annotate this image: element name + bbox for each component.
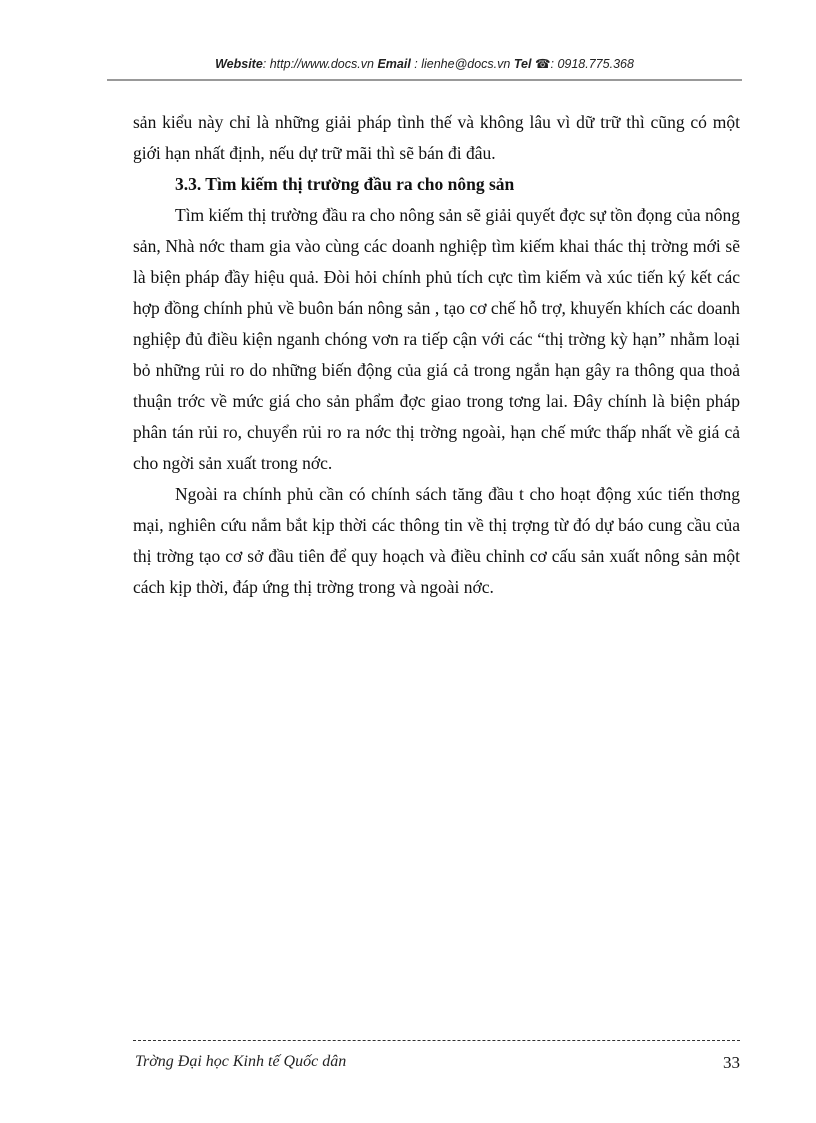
website-value: : http://www.docs.vn — [262, 57, 374, 71]
page-header — [107, 56, 742, 71]
footer-school-name: Trờng Đại học Kinh tế Quốc dân — [135, 1053, 347, 1070]
email-label: Email — [377, 57, 411, 71]
page-number: 33 — [723, 1053, 740, 1072]
document-body — [133, 107, 740, 603]
email-value: : lienhe@docs.vn — [414, 57, 511, 71]
section-heading: 3.3. Tìm kiếm thị trường đầu ra cho nông sản — [175, 174, 515, 194]
tel-label: Tel — [513, 57, 532, 71]
footer-divider — [133, 1040, 740, 1041]
paragraph-continuation: sản kiểu này chỉ là những giải pháp tình thế và không lâu vì dữ trữ thì cũng có một giới hạn nhất định, nếu dự trữ mãi thì sẽ bán đi đâu. — [133, 112, 740, 163]
header-divider — [107, 79, 742, 81]
website-label: Website — [215, 57, 263, 71]
tel-value: ☎: 0918.775.368 — [534, 57, 634, 71]
paragraph-trade-promotion: Ngoài ra chính phủ cần có chính sách tăng đầu t cho hoạt động xúc tiến thơng mại, nghiên cứu nắm bắt kịp thời các thông tin về thị trợng từ đó dự báo cung cầu của thị trờng tạo cơ sở đầu tiên để quy hoạch và điều chỉnh cơ cấu sản xuất nông sản một cách kịp thời, đáp ứng thị trờng trong và ngoài nớc. — [133, 484, 740, 597]
paragraph-market-search: Tìm kiếm thị trường đầu ra cho nông sản sẽ giải quyết đợc sự tồn đọng của nông sản, Nhà nớc tham gia vào cùng các doanh nghiệp tìm kiếm khai thác thị trờng mới sẽ là biện pháp đầy hiệu quả. Đòi hỏi chính phủ tích cực tìm kiếm và xúc tiến ký kết các hợp đồng chính phủ về buôn bán nông sản , tạo cơ chế hỗ trợ, khuyến khích các doanh nghiệp đủ điều kiện nganh chóng vơn ra tiếp cận với các “thị trờng kỳ hạn” nhằm loại bỏ những rủi ro do những biến động của giá cả trong ngắn hạn gây ra thông qua thoả thuận trớc về mức giá cho sản phẩm đợc giao trong tơng lai. Đây chính là biện pháp phân tán rủi ro, chuyển rủi ro ra nớc thị trờng ngoài, hạn chế mức thấp nhất về giá cả cho ngời sản xuất trong nớc. — [133, 205, 740, 473]
